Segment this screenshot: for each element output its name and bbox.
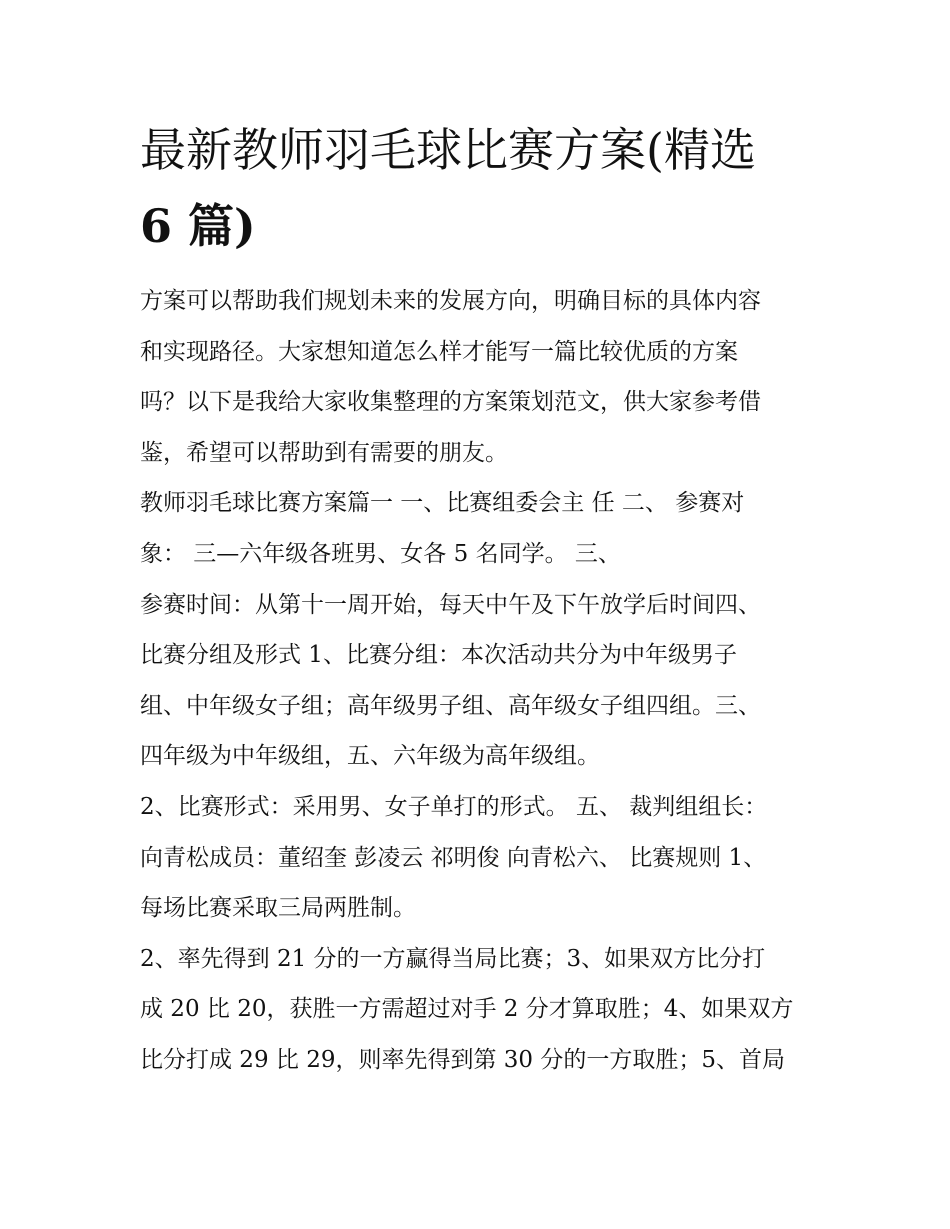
document-body — [140, 276, 820, 1086]
body-line: 和实现路径。大家想知道怎么样才能写一篇比较优质的方案 — [140, 338, 738, 365]
body-line: 象： 三—六年级各班男、女各 5 名同学。 三、 — [140, 540, 621, 567]
body-line: 参赛时间：从第十一周开始，每天中午及下午放学后时间四、 — [140, 591, 761, 618]
title-line-1: 最新教师羽毛球比赛方案(精选 — [140, 123, 756, 177]
body-line: 教师羽毛球比赛方案篇一 一、比赛组委会主 任 二、 参赛对 — [140, 490, 745, 517]
body-line: 方案可以帮助我们规划未来的发展方向，明确目标的具体内容 — [140, 288, 761, 314]
body-line: 鉴，希望可以帮助到有需要的朋友。 — [140, 439, 508, 466]
body-line: 向青松成员：董绍奎 彭凌云 祁明俊 向青松六、 比赛规则 1、 — [140, 844, 767, 871]
title-line-2: 6 篇) — [140, 199, 256, 253]
body-line: 2、比赛形式：采用男、女子单打的形式。 五、 裁判组组长： — [140, 793, 768, 820]
document-title — [140, 112, 820, 264]
body-line: 吗？以下是我给大家收集整理的方案策划范文，供大家参考借 — [140, 389, 761, 416]
body-line: 比分打成 29 比 29，则率先得到第 30 分的一方取胜；5、首局 — [140, 1046, 785, 1073]
body-line: 成 20 比 20，获胜一方需超过对手 2 分才算取胜；4、如果双方 — [140, 996, 794, 1023]
body-line: 2、率先得到 21 分的一方赢得当局比赛；3、如果双方比分打 — [140, 945, 766, 972]
body-line: 组、中年级女子组；高年级男子组、高年级女子组四组。三、 — [140, 692, 761, 719]
body-line: 每场比赛采取三局两胜制。 — [140, 895, 416, 922]
body-line: 比赛分组及形式 1、比赛分组：本次活动共分为中年级男子 — [140, 642, 737, 669]
body-line: 四年级为中年级组，五、六年级为高年级组。 — [140, 743, 600, 770]
